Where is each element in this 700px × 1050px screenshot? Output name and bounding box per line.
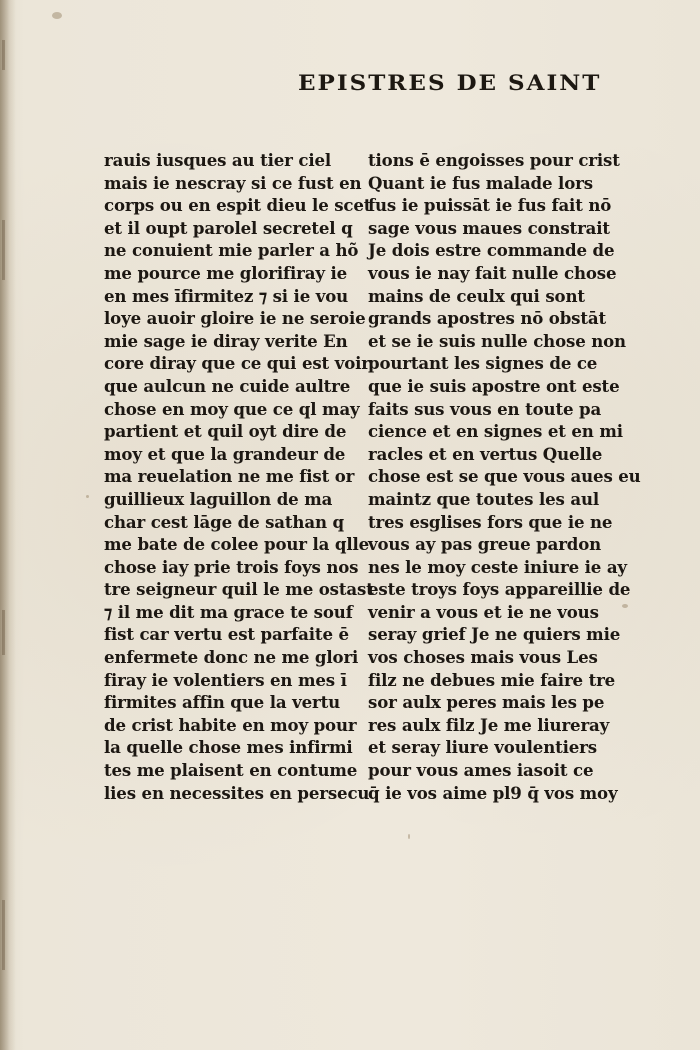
right-column-line: pourtant les signes de ce [368, 353, 598, 374]
edge-mark [2, 40, 5, 70]
left-column-line: mais ie nescray si ce fust en [104, 172, 362, 193]
right-column-line: et se ie suis nulle chose non [368, 330, 626, 351]
binding-edge [0, 0, 16, 1050]
left-column-line: ma reuelation ne me fist or [104, 466, 355, 487]
left-column-line: fist car vertu est parfaite ē [104, 624, 349, 645]
left-column-line: lies en necessites en persecu [104, 782, 370, 803]
right-column-line: filz ne debues mie faire tre [368, 669, 616, 690]
right-column-line: Quant ie fus malade lors [368, 172, 593, 193]
left-column-line: chose iay prie trois foys nos [104, 556, 359, 577]
left-column-line: la quelle chose mes infirmi [104, 737, 353, 758]
left-column-line: ⁊ il me dit ma grace te souf [104, 601, 353, 622]
right-column-line: vos choses mais vous Les [368, 647, 598, 668]
right-column-line: sor aulx peres mais les pe [368, 692, 605, 713]
left-column-line: chose en moy que ce ql may [104, 398, 360, 419]
left-column-line: char cest lāge de sathan q [104, 511, 344, 532]
left-column-line: corps ou en espit dieu le scet [104, 195, 372, 216]
right-column-line: seray grief Je ne quiers mie [368, 624, 621, 645]
right-column-line: que ie suis apostre ont este [368, 375, 620, 396]
left-column-line: rauis iusques au tier ciel [104, 150, 332, 170]
left-column-line: moy et que la grandeur de [104, 443, 346, 464]
running-head: EPISTRES DE SAINT [298, 70, 602, 96]
edge-mark [2, 900, 5, 970]
right-column-line: nes le moy ceste iniure ie ay [368, 556, 627, 577]
right-column-line: maintz que toutes les aul [368, 488, 600, 509]
right-column-line: tions ē engoisses pour crist [368, 150, 620, 170]
right-text-column [368, 149, 641, 804]
right-column-line: q̄ ie vos aime pl9 q̄ vos moy [368, 782, 618, 803]
left-column-line: me bate de colee pour la qlle [104, 534, 370, 555]
right-column-line: tres esglises fors que ie ne [368, 511, 613, 532]
left-column-line: firmites affin que la vertu [104, 692, 341, 713]
right-column-line: faits sus vous en toute pa [368, 398, 602, 419]
left-column-line: firay ie volentiers en mes ī [104, 669, 347, 690]
right-column-line: et seray liure voulentiers [368, 737, 597, 758]
right-column-line: racles et en vertus Quelle [368, 443, 603, 464]
right-column-line: res aulx filz Je me liureray [368, 714, 610, 735]
left-text-column [104, 149, 374, 804]
right-column-line: vous ay pas greue pardon [368, 534, 602, 555]
left-column-line: me pource me glorifiray ie [104, 262, 348, 283]
right-column-line: sage vous maues constrait [368, 217, 610, 238]
left-column-line: loye auoir gloire ie ne seroie [104, 308, 366, 329]
left-column-line: guillieux laguillon de ma [104, 488, 333, 509]
right-column-line: vous ie nay fait nulle chose [368, 262, 617, 283]
edge-mark [2, 220, 5, 280]
left-column-line: mie sage ie diray verite En [104, 330, 348, 351]
right-column-line: pour vous ames iasoit ce [368, 760, 594, 781]
right-column-line: mains de ceulx qui sont [368, 285, 585, 306]
paper-stain [86, 495, 89, 498]
left-column-line: en mes īfirmitez ⁊ si ie vou [104, 285, 349, 306]
edge-mark [2, 610, 5, 655]
left-column-line: tes me plaisent en contume [104, 760, 358, 781]
paper-stain [52, 12, 62, 19]
right-column-line: cience et en signes et en mi [368, 421, 623, 442]
right-column-line: chose est se que vous aues eu [368, 466, 641, 487]
paper-stain [408, 834, 410, 839]
left-column-line: partient et quil oyt dire de [104, 421, 347, 442]
left-column-line: de crist habite en moy pour [104, 714, 357, 735]
left-column-line: core diray que ce qui est voir [104, 353, 370, 374]
left-column-line: enfermete donc ne me glori [104, 647, 359, 668]
left-column-line: et il oupt parolel secretel q [104, 217, 353, 238]
left-column-line: tre seigneur quil le me ostast [104, 579, 374, 600]
right-column-line: fus ie puissāt ie fus fait nō [368, 195, 612, 216]
right-column-line: Je dois estre commande de [368, 240, 615, 261]
left-column-line: que aulcun ne cuide aultre [104, 375, 351, 396]
right-column-line: grands apostres nō obstāt [368, 308, 606, 329]
paper-stain [622, 604, 628, 608]
right-column-line: este troys foys appareillie de [368, 579, 631, 600]
right-column-line: venir a vous et ie ne vous [368, 601, 599, 622]
left-column-line: ne conuient mie parler a hõ [104, 240, 359, 261]
